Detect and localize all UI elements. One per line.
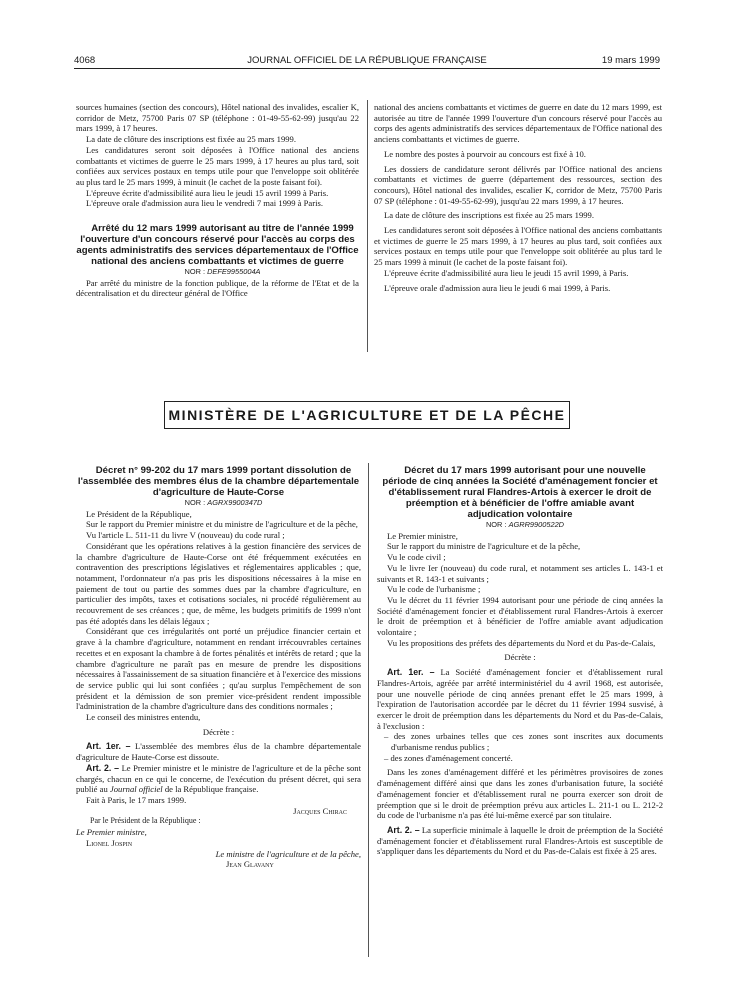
article-2 [76, 763, 361, 795]
decree-left-column [76, 465, 361, 870]
paragraph: Vu le livre Ier (nouveau) du code rural, et notamment ses articles L. 143-1 et suivants et R. 143-1 et suivants ; [377, 562, 663, 584]
journal-officiel: Journal officiel [109, 784, 163, 795]
nor-reference [76, 267, 359, 278]
article-text: La Société d'aménagement foncier et d'établissement rural Flandres-Artois, agréée par arrêté interministériel du 4 avril 1968, est autorisée, pour une nouvelle période de cinq années prenant effet le 25 mars 1999, à l'expiration de l'autorisation accordée par le décret du 11 février 1994 susvisé, à exercer le droit de préemption dans les départements du Nord et du Pas-de-Calais, à l'exclusion : [377, 667, 663, 731]
decree-right-column [377, 465, 663, 857]
nor-reference [76, 498, 361, 509]
done-at: Fait à Paris, le 17 mars 1999. [86, 794, 187, 805]
article-1 [76, 741, 361, 762]
article-text: Le Premier ministre et le ministre de l'agriculture et de la pêche sont chargés, chacun en ce qui le concerne, de l'exécution du présent décret, qui sera publié au [76, 762, 361, 795]
journal-title: JOURNAL OFFICIEL DE LA RÉPUBLIQUE FRANÇAISE [247, 55, 487, 66]
paragraph: L'épreuve écrite d'admissibilité aura lieu le jeudi 15 avril 1999 à Paris. [86, 187, 329, 198]
article-label: Art. 2. – [387, 824, 420, 835]
paragraph: Considérant que ces irrégularités ont porté un préjudice financier certain et grave à la chambre d'agriculture, notamment en rendant irrécouvrables certaines recettes et en exposant la chambre à de fortes pénalités et intérêts de retard ; que la chambre d'agriculture ne paraît pas en mesure de prendre les dispositions nécessaires à l'assainissement de sa situation financière et à l'exercice des missions de service public qui lui sont confiées ; qu'au surplus l'empêchement de son président et la démission de son premier vice-président rendent impossible l'administration de la chambre d'agriculture dans des conditions normales ; [76, 626, 361, 712]
column-divider [368, 463, 369, 957]
article-label: Art. 1er. – [86, 741, 131, 752]
top-right-column [374, 102, 662, 293]
decrete-heading: Décrète : [504, 652, 536, 663]
exclusion-list [377, 731, 663, 763]
signature-president: Jacques Chirac [293, 805, 347, 816]
list-item: – des zones d'aménagement concerté. [391, 753, 663, 764]
paragraph: Les candidatures seront soit déposées à l'Office national des anciens combattants et victimes de guerre le 25 mars 1999, à 17 heures au plus tard, soit confiées aux services postaux en temps utile pour que l'enveloppe soit oblitérée au plus tard le 25 mars 1999 à minuit (le cachet de la poste faisant foi). [374, 225, 662, 268]
decree-title: Décret n° 99-202 du 17 mars 1999 portant dissolution de l'assemblée des membres élus de la chambre départementale d'agriculture de Haute-Corse [77, 465, 360, 498]
nor-code: DEFE9955004A [207, 267, 261, 277]
paragraph: Les candidatures seront soit déposées à l'Office national des anciens combattants et victimes de guerre le 25 mars 1999, à 17 heures au plus tard, soit confiées aux services postaux en temps utile pour que l'enveloppe soit oblitérée au plus tard le 25 mars 1999, à minuit (le cachet de la poste faisant foi). [76, 144, 359, 187]
paragraph: Vu les propositions des préfets des départements du Nord et du Pas-de-Calais, [387, 637, 656, 648]
paragraph: La date de clôture des inscriptions est fixée au 25 mars 1999. [384, 210, 595, 221]
paragraph: L'épreuve écrite d'admissibilité aura lieu le jeudi 15 avril 1999, à Paris. [384, 267, 629, 278]
page-header [74, 55, 660, 69]
paragraph: Vu le code civil ; [387, 552, 446, 563]
article-text: La superficie minimale à laquelle le droit de préemption de la Société d'aménagement foncier et d'établissement rural Flandres-Artois est susceptible de s'appliquer dans les départements du Nord et du Pas-de-Calais est fixée à 25 ares. [377, 824, 663, 857]
pm-title: Le Premier ministre, [76, 827, 147, 838]
paragraph: Le Premier ministre, [387, 530, 458, 541]
par-le-president: Par le Président de la République : [90, 816, 201, 826]
ministry-banner: MINISTÈRE DE L'AGRICULTURE ET DE LA PÊCHE [164, 401, 570, 429]
article-label: Art. 1er. – [387, 667, 435, 678]
article-text: L'assemblée des membres élus de la chambre départementale d'agriculture de Haute-Corse est dissoute. [76, 741, 361, 763]
paragraph: Le nombre des postes à pourvoir au concours est fixé à 10. [384, 148, 586, 159]
decrete-heading: Décrète : [202, 726, 235, 737]
paragraph: Le Président de la République, [86, 508, 192, 519]
article-1 [377, 667, 663, 731]
paragraph: Par arrêté du ministre de la fonction publique, de la réforme de l'Etat et de la décentralisation et du directeur général de l'Office [76, 277, 359, 299]
paragraph: Sur le rapport du Premier ministre et du ministre de l'agriculture et de la pêche, [86, 519, 358, 530]
nor-label: NOR : [184, 498, 206, 507]
arrete-title: Arrêté du 12 mars 1999 autorisant au titre de l'année 1999 l'ouverture d'un concours réservé pour l'accès au corps des agents administratifs des services départementaux de l'Office national des anciens combattants et victimes de guerre [76, 223, 359, 268]
column-divider [367, 100, 368, 352]
paragraph: Les dossiers de candidature seront délivrés par l'Office national des anciens combattants et victimes de guerre (département des ressources, section des concours), Hôtel national des invalides, escalier K, corridor de Metz, 75700 Paris 07 SP (téléphone : 01-49-55-62-99), jusqu'au 22 mars 1999, à 17 heures. [374, 163, 662, 206]
nor-label: NOR : [485, 520, 507, 529]
nor-code: AGRX9900347D [207, 498, 263, 507]
header-rule [74, 68, 660, 69]
minister-title: Le ministre de l'agriculture et de la pêche, [215, 848, 361, 859]
page-number: 4068 [74, 55, 96, 66]
article-2 [377, 825, 663, 857]
decree-title: Décret du 17 mars 1999 autorisant pour une nouvelle période de cinq années la Société d'aménagement foncier et d'établissement rural Flandres-Artois à exercer le droit de préemption et à bénéficier de l'offre amiable avant adjudication volontaire [382, 465, 658, 520]
pm-name: Lionel Jospin [86, 837, 133, 848]
minister-name: Jean Glavany [226, 859, 274, 870]
paragraph: Vu le code de l'urbanisme ; [387, 584, 481, 595]
paragraph: L'épreuve orale d'admission aura lieu le jeudi 6 mai 1999, à Paris. [384, 282, 611, 293]
paragraph: Dans les zones d'aménagement différé et les périmètres provisoires de zones d'aménagement différé ainsi que dans les zones d'urbanisation future, la société d'aménagement foncier et d'établissement rural ne pourra exercer son droit de préemption que si le droit de préemption prévu aux articles L. 211-1 ou L. 212-2 du code de l'urbanisme n'a pas été lui-même exercé par son titulaire. [377, 767, 663, 821]
list-item: – des zones urbaines telles que ces zones sont inscrites aux documents d'urbanisme rendus publics ; [391, 731, 663, 752]
paragraph: Vu le décret du 11 février 1994 autorisant pour une période de cinq années la Société d'aménagement foncier et d'établissement rural Flandres-Artois à exercer le droit de préemption et à bénéficier de l'offre amiable avant adjudication volontaire ; [377, 594, 663, 638]
paragraph: L'épreuve orale d'admission aura lieu le vendredi 7 mai 1999 à Paris. [86, 198, 323, 209]
paragraph: Le conseil des ministres entendu, [86, 712, 201, 723]
paragraph: Vu l'article L. 511-11 du livre V (nouveau) du code rural ; [86, 530, 285, 541]
issue-date: 19 mars 1999 [601, 55, 660, 66]
top-left-column [76, 102, 359, 299]
paragraph: national des anciens combattants et victimes de guerre en date du 12 mars 1999, est autorisée au titre de l'année 1999 l'ouverture d'un concours réservé pour l'accès au corps des agents administratifs des services départementaux de l'Office national des anciens combattants et victimes de guerre. [374, 102, 662, 145]
paragraph: sources humaines (section des concours), Hôtel national des invalides, escalier K, corridor de Metz, 75700 Paris 07 SP (téléphone : 01-49-55-62-99) jusqu'au 22 mars 1999, à 17 heures. [76, 102, 359, 134]
paragraph: Considérant que les opérations relatives à la gestion financière des services de la chambre d'agriculture de Haute-Corse ont été fréquemment exécutées en contravention des prescriptions législatives et réglementaires applicables ; que, notamment, l'ordonnateur n'a pas pris les dispositions nécessaires à la mise en paiement de tout ou partie des sommes dues par la chambre d'agriculture, en particulier des impôts, taxes et cotisations sociales, ni procédé régulièrement au recouvrement de ses créances ; que, de même, les budgets primitifs de 1999 n'ont pas été adoptés dans les délais légaux ; [76, 540, 361, 626]
paragraph: La date de clôture des inscriptions est fixée au 25 mars 1999. [86, 134, 297, 145]
paragraph: Sur le rapport du ministre de l'agriculture et de la pêche, [387, 541, 581, 552]
nor-reference [377, 520, 663, 531]
nor-code: AGRR9900522D [508, 520, 565, 529]
article-text: de la République française. [164, 784, 259, 795]
nor-label: NOR : [184, 267, 206, 277]
article-label: Art. 2. – [86, 762, 120, 773]
